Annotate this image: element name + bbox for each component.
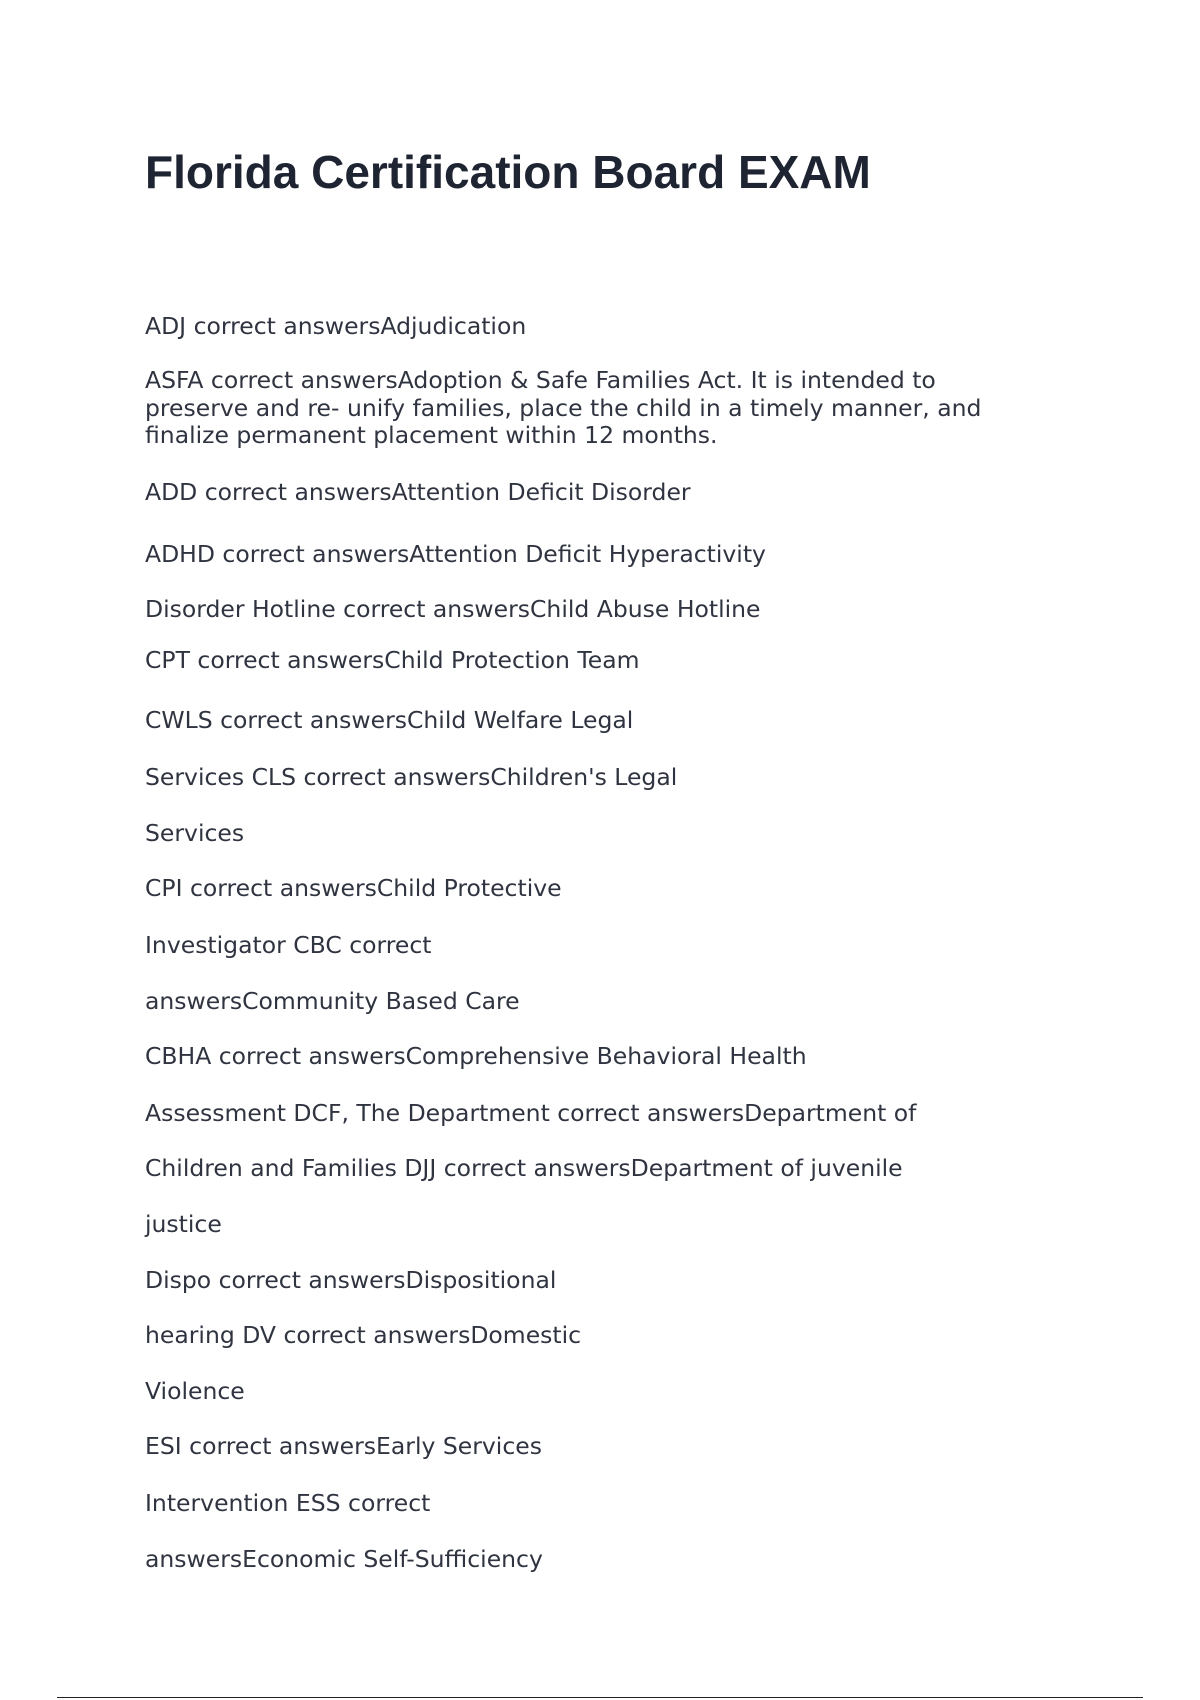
text-line-dv: hearing DV correct answersDomestic: [145, 1321, 582, 1349]
text-line-hotline: Disorder Hotline correct answersChild Abuse Hotline: [145, 595, 761, 623]
text-paragraph-asfa: [145, 367, 981, 450]
text-line-justice: justice: [145, 1210, 222, 1238]
text-line-ess: Intervention ESS correct: [145, 1489, 431, 1517]
text-line-add: ADD correct answersAttention Deficit Disorder: [145, 478, 691, 506]
text-line-violence: Violence: [145, 1377, 245, 1405]
text-line-esi: ESI correct answersEarly Services: [145, 1432, 542, 1460]
text-line-cwls: CWLS correct answersChild Welfare Legal: [145, 706, 634, 734]
text-line: preserve and re- unify families, place the child in a timely manner, and: [145, 393, 982, 422]
footer-divider: [57, 1697, 1143, 1698]
text-line-adj: ADJ correct answersAdjudication: [145, 312, 527, 340]
text-line-dcf: Assessment DCF, The Department correct answersDepartment of: [145, 1099, 917, 1127]
text-line-cpi: CPI correct answersChild Protective: [145, 874, 562, 902]
text-line-cbha: CBHA correct answersComprehensive Behavioral Health: [145, 1042, 807, 1070]
text-line-cls: Services CLS correct answersChildren's Legal: [145, 763, 678, 791]
text-line-dispo: Dispo correct answersDispositional: [145, 1266, 557, 1294]
text-line-economic: answersEconomic Self-Sufficiency: [145, 1545, 543, 1573]
text-line-adhd: ADHD correct answersAttention Deficit Hyperactivity: [145, 540, 766, 568]
text-line-community: answersCommunity Based Care: [145, 987, 520, 1015]
text-line: ASFA correct answersAdoption & Safe Families Act. It is intended to: [145, 366, 936, 394]
text-line-cbc: Investigator CBC correct: [145, 931, 432, 959]
page-title: Florida Certification Board EXAM: [145, 146, 871, 198]
text-line-djj: Children and Families DJJ correct answersDepartment of juvenile: [145, 1154, 903, 1182]
text-line: finalize permanent placement within 12 months.: [145, 421, 718, 449]
text-line-cpt: CPT correct answersChild Protection Team: [145, 646, 640, 674]
text-line-services: Services: [145, 819, 245, 847]
